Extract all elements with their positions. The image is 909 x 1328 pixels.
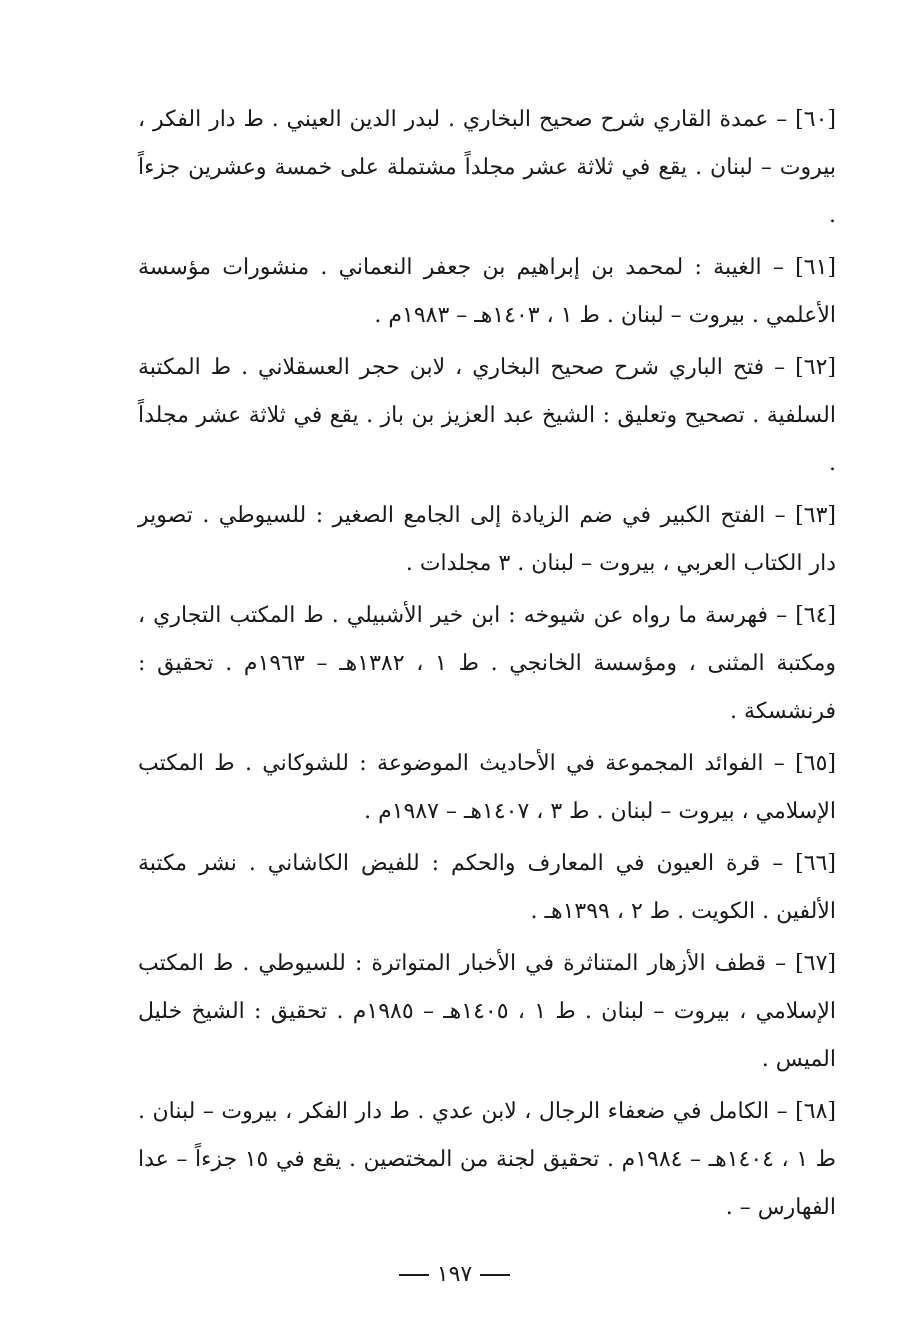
entry-number: [٦٥] — [795, 751, 836, 776]
entry-number: [٦٢] — [795, 355, 836, 380]
entry-number: [٦١] — [795, 255, 836, 280]
entry-text: – الكامل في ضعفاء الرجال ، لابن عدي . ط دار الفكر ، بيروت – لبنان . ط ١ ، ١٤٠٤هـ – ١٩٨٤م . تحقيق لجنة من المختصين . يقع في ١٥ جزءاً – عدا الفهارس – . — [138, 1099, 836, 1220]
entry-number: [٦٤] — [795, 603, 837, 628]
footer-dash-right — [480, 1274, 510, 1276]
bibliography-entry-64 — [138, 592, 836, 736]
bibliography-entry-60 — [138, 96, 836, 240]
entry-number: [٦٧] — [795, 951, 836, 976]
entry-text: – قرة العيون في المعارف والحكم : للفيض الكاشاني . نشر مكتبة الألفين . الكويت . ط ٢ ، ١٣٩٩هـ . — [138, 851, 836, 924]
entry-text: – قطف الأزهار المتناثرة في الأخبار المتواترة : للسيوطي . ط المكتب الإسلامي ، بيروت – لبنان . ط ١ ، ١٤٠٥هـ – ١٩٨٥م . تحقيق : الشيخ خليل الميس . — [138, 951, 836, 1072]
bibliography-entry-62 — [138, 344, 836, 488]
entry-number: [٦٠] — [795, 107, 836, 132]
bibliography-entry-68 — [138, 1088, 836, 1232]
entry-number: [٦٦] — [795, 851, 836, 876]
bibliography-entry-61 — [138, 244, 836, 340]
entry-text: – فتح الباري شرح صحيح البخاري ، لابن حجر العسقلاني . ط المكتبة السلفية . تصحيح وتعليق : الشيخ عبد العزيز بن باز . يقع في ثلاثة عشر مجلداً . — [138, 355, 836, 476]
footer-dash-left — [399, 1274, 429, 1276]
entry-text: – الفوائد المجموعة في الأحاديث الموضوعة : للشوكاني . ط المكتب الإسلامي ، بيروت – لبنان . ط ٣ ، ١٤٠٧هـ – ١٩٨٧م . — [138, 751, 836, 824]
bibliography-entry-66 — [138, 840, 836, 936]
entry-text: – الفتح الكبير في ضم الزيادة إلى الجامع الصغير : للسيوطي . تصوير دار الكتاب العربي ، بيروت – لبنان . ٣ مجلدات . — [138, 503, 836, 576]
entry-text: – فهرسة ما رواه عن شيوخه : ابن خير الأشبيلي . ط المكتب التجاري ، ومكتبة المثنى ، ومؤسسة الخانجي . ط ١ ، ١٣٨٢هـ – ١٩٦٣م . تحقيق : فرنشسكة . — [138, 603, 836, 724]
bibliography-entry-67 — [138, 940, 836, 1084]
bibliography-entry-63 — [138, 492, 836, 588]
entry-text: – عمدة القاري شرح صحيح البخاري . لبدر الدين العيني . ط دار الفكر ، بيروت – لبنان . يقع في ثلاثة عشر مجلداً مشتملة على خمسة وعشرين جزءاً . — [138, 107, 836, 228]
entry-number: [٦٨] — [795, 1099, 836, 1124]
bibliography-entry-65 — [138, 740, 836, 836]
entry-text: – الغيبة : لمحمد بن إبراهيم بن جعفر النعماني . منشورات مؤسسة الأعلمي . بيروت – لبنان . ط ١ ، ١٤٠٣هـ – ١٩٨٣م . — [138, 255, 836, 328]
page-footer — [0, 1262, 909, 1287]
bibliography-page — [138, 96, 836, 1236]
entry-number: [٦٣] — [795, 503, 836, 528]
page-number: ١٩٧ — [436, 1262, 473, 1287]
